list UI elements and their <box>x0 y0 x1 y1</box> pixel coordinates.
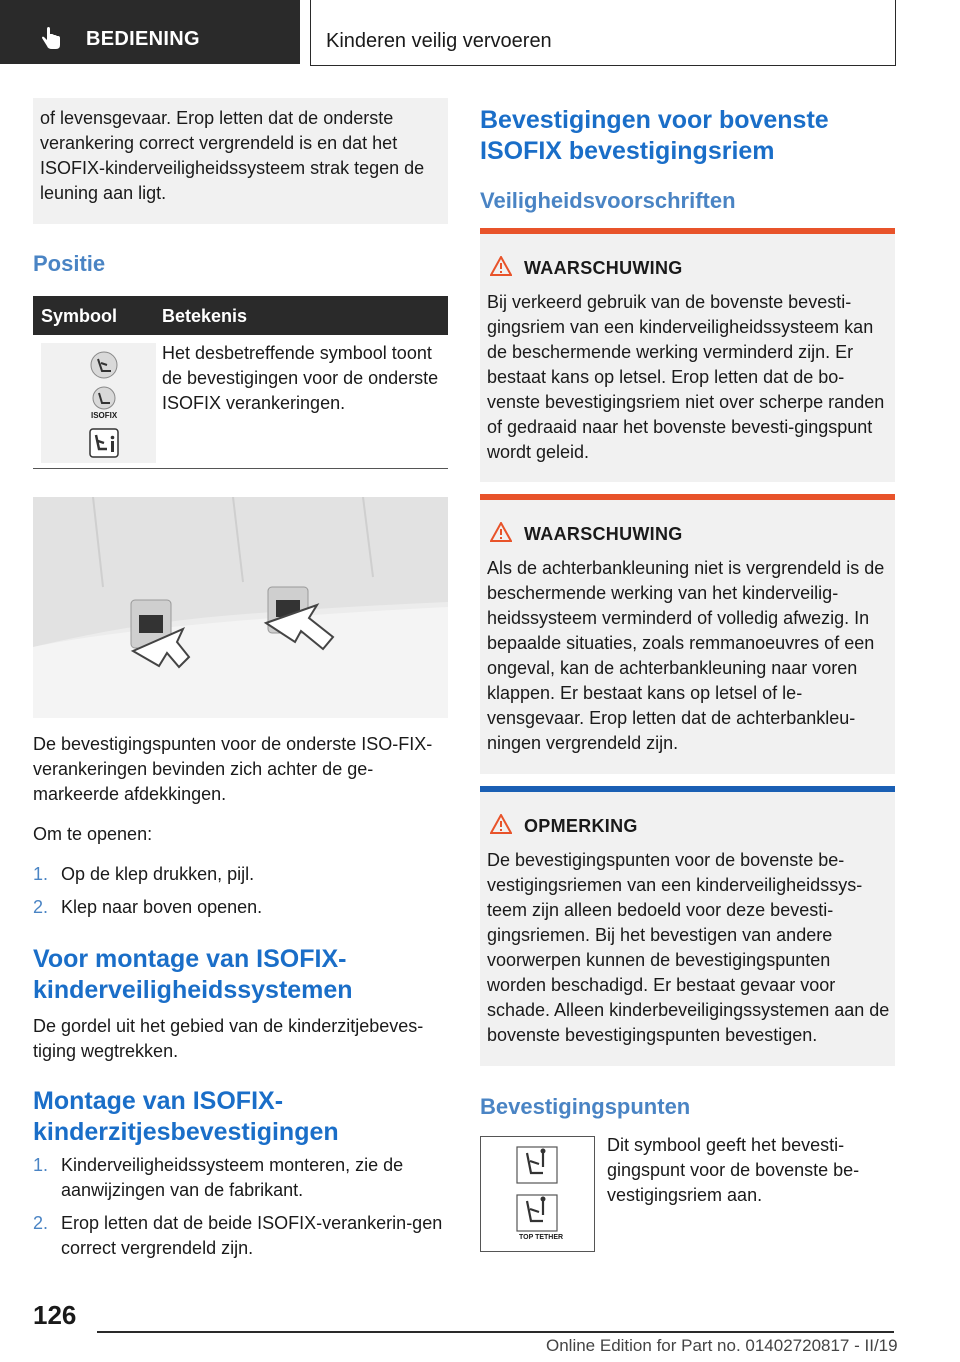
isofix-symbol-icon <box>41 343 156 463</box>
warning-box-1 <box>480 228 895 482</box>
voor-montage-text: De gordel uit het gebied van de kinderzitjebeves-tiging wegtrekken. <box>33 1016 424 1061</box>
voor-montage-heading: Voor montage van ISOFIX-kinderveiligheidssystemen <box>33 945 353 1004</box>
safety-subheading: Veiligheidsvoorschriften <box>480 188 736 213</box>
top-tether-symbols <box>480 1136 595 1252</box>
note-text: De bevestigingspunten voor de bovenste be-vestigingsriemen van een kinderveiligheidssys-teem zijn alleen bedoeld voor deze bevesti-gingsriemen. Bij het bevestigen van andere voorwerpen kunnen de bevestigingspunten worden beschadigd. Er bestaat gevaar voor schade. Alleen kinderbeveiligingssystemen aan de bovenste bevestigingspunten bevestigen. <box>487 850 890 1045</box>
page-number: 126 <box>33 1300 77 1330</box>
intro-text: of levensgevaar. Erop letten dat de onderste verankering correct vergrendeld is en dat het ISOFIX-kinderveiligheidssysteem strak tegen de leuning aan ligt. <box>40 108 425 203</box>
warning-triangle-icon <box>490 522 512 542</box>
col-header-meaning: Betekenis <box>162 306 248 326</box>
footer-divider <box>97 1331 894 1333</box>
hand-pointer-icon <box>38 26 64 52</box>
list-item: 1. Op de klep drukken, pijl. <box>33 864 255 884</box>
header-section-tab <box>0 0 300 64</box>
positie-heading: Positie <box>33 251 106 276</box>
symbol-meaning-text: Het desbetreffende symbool toont de bevestigingen voor de onderste ISOFIX verankeringen. <box>162 343 439 413</box>
rear-seat-illustration <box>33 497 448 718</box>
list-item: 2. Klep naar boven openen. <box>33 897 263 917</box>
warning-box-2 <box>480 494 895 774</box>
note-bar <box>480 786 895 792</box>
warning-title: WAARSCHUWING <box>524 524 683 544</box>
list-item: 2. Erop letten dat de beide ISOFIX-verankerin-gen correct vergrendeld zijn. <box>33 1213 443 1258</box>
warning-bar <box>480 494 895 500</box>
right-main-heading: Bevestigingen voor bovenste ISOFIX bevestigingsriem <box>480 106 829 165</box>
bevestigingspunten-heading: Bevestigingspunten <box>480 1094 691 1119</box>
note-title: OPMERKING <box>524 816 638 836</box>
top-tether-label: TOP TETHER <box>519 1234 564 1241</box>
montage-heading: Montage van ISOFIX-kinderzitjesbevestigingen <box>33 1087 339 1146</box>
warning-title: WAARSCHUWING <box>524 258 683 278</box>
chapter-title: Kinderen veilig vervoeren <box>326 30 552 52</box>
photo-caption: De bevestigingspunten voor de onderste ISO-FIX-verankeringen bevinden zich achter de ge-markeerde afdekkingen. <box>33 734 433 804</box>
table-header <box>33 296 448 335</box>
isofix-symbols <box>41 343 156 463</box>
note-box <box>480 786 895 1066</box>
warning-bar <box>480 228 895 234</box>
edition-text: Online Edition for Part no. 01402720817 - II/19 <box>546 1336 898 1355</box>
intro-box <box>33 98 448 224</box>
isofix-label: ISOFIX <box>91 411 118 420</box>
open-label: Om te openen: <box>33 824 153 844</box>
col-header-symbol: Symbool <box>41 306 118 326</box>
symbol-table <box>33 296 448 469</box>
warning-text: Bij verkeerd gebruik van de bovenste bevesti-gingsriem van een kinderveiligheidssysteem kan de beschermende werking verminderd zijn. Er bestaat kans op letsel. Erop letten dat de bo-venste bevestigingsriem niet over scherpe randen of gedraaid naar het bovenste bevesti-gingspunt wordt geleid. <box>487 292 885 462</box>
warning-text: Als de achterbankleuning niet is vergrendeld is de beschermende werking van het kinderveilig-heidssysteem verminderd of volledig afwezig. In bepaalde situaties, zoals remmanoeuvres of een ongeval, kan de achterbankleuning naar voren klappen. Er bestaat kans op letsel of le-vensgevaar. Erop letten dat de achterbankleu-ningen vergrendeld zijn. <box>487 558 885 753</box>
table-row <box>33 335 448 469</box>
note-triangle-icon <box>490 814 512 834</box>
list-item: 1. Kinderveiligheidssysteem monteren, zie de aanwijzingen van de fabrikant. <box>33 1155 404 1200</box>
warning-triangle-icon <box>490 256 512 276</box>
section-label: BEDIENING <box>86 28 200 50</box>
isofix-photo <box>33 497 448 718</box>
bevestigingspunten-text: Dit symbool geeft het bevesti-gingspunt voor de bovenste be-vestigingsriem aan. <box>607 1135 860 1205</box>
